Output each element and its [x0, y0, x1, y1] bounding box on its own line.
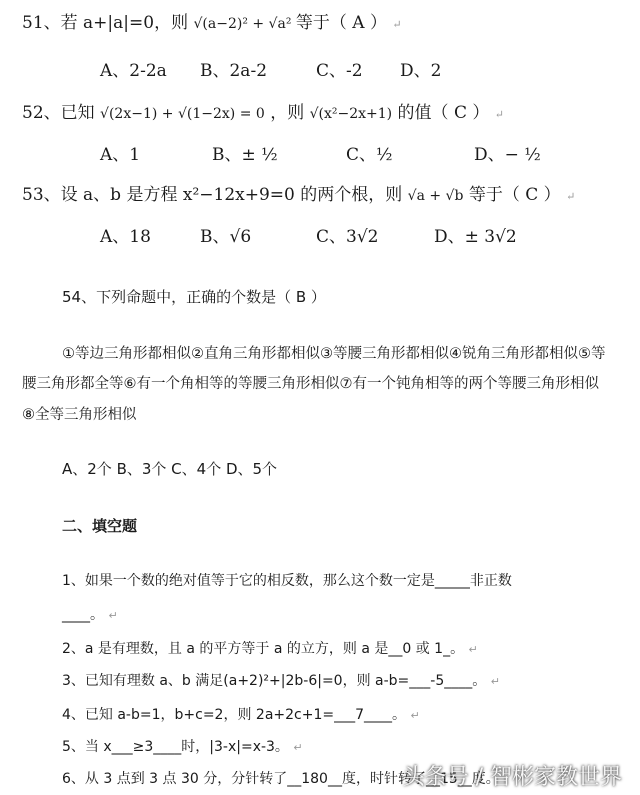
fill-q1-cont-text: ____。 [62, 607, 104, 623]
fill-q5 [62, 736, 303, 756]
return-mark-icon: ↵ [490, 675, 500, 688]
q52-option-c: C、½ [346, 145, 393, 165]
q54-options: A、2个 B、3个 C、4个 D、5个 [62, 460, 278, 478]
q51-math: √(a−2)² + √a² [193, 16, 296, 32]
q51-tail: 等于（ A ） [295, 13, 387, 33]
fill-q4 [62, 704, 420, 724]
q54-body-line-1: ①等边三角形都相似②直角三角形都相似③等腰三角形都相似④锐角三角形都相似⑤等 [62, 346, 606, 362]
q52-math2: √(x²−2x+1) [309, 106, 393, 122]
section-title: 二、填空题 [62, 517, 138, 535]
q53-tail: 等于（ C ） [468, 185, 561, 205]
q53-option-d: D、± 3√2 [434, 227, 517, 247]
return-mark-icon: ↵ [468, 643, 478, 656]
fill-q4-text: 4、已知 a-b=1，b+c=2，则 2a+2c+1=___7____。 [62, 707, 407, 723]
q51-option-a: A、2-2a [100, 61, 167, 81]
q52-stem [22, 98, 504, 123]
q51-stem [22, 8, 402, 33]
fill-q3-text: 3、已知有理数 a、b 满足(a+2)²+|2b-6|=0，则 a-b=___-5____。 [62, 673, 487, 689]
watermark: 头条号 / 智彬家教世界 [402, 765, 622, 790]
q52-option-d: D、− ½ [474, 145, 541, 165]
return-mark-icon: ↵ [293, 741, 303, 754]
q53-option-c: C、3√2 [316, 227, 379, 247]
q53-option-b: B、√6 [200, 227, 252, 247]
q52-math1: √(2x−1) + √(1−2x) = 0 [100, 106, 265, 122]
return-mark-icon: ↵ [566, 190, 576, 203]
fill-q5-text: 5、当 x___≥3____时，|3-x|=x-3。 [62, 739, 289, 755]
q51-option-d: D、2 [400, 61, 442, 81]
q54-stem: 54、下列命题中，正确的个数是（ B ） [62, 288, 326, 306]
q52-mid: ，则 [270, 103, 310, 123]
q54-body-line-2: 腰三角形都全等⑥有一个角相等的等腰三角形相似⑦有一个钝角相等的两个等腰三角形相似 [22, 376, 599, 392]
fill-q2 [62, 638, 478, 658]
return-mark-icon: ↵ [392, 18, 402, 31]
return-mark-icon: ↵ [410, 709, 420, 722]
q52-stem-text: 52、已知 [22, 103, 101, 123]
q53-stem [22, 180, 575, 205]
q54-body-line-3: ⑧全等三角形相似 [22, 407, 137, 423]
q51-option-b: B、2a-2 [200, 61, 268, 81]
q52-option-b: B、± ½ [212, 145, 278, 165]
return-mark-icon: ↵ [494, 108, 504, 121]
fill-q1-cont [62, 604, 118, 624]
fill-q2-text: 2、a 是有理数，且 a 的平方等于 a 的立方，则 a 是__0 或 1_。 [62, 641, 465, 657]
q51-stem-text: 51、若 a+|a|=0，则 [22, 13, 194, 33]
fill-q3 [62, 670, 500, 690]
q51-option-c: C、-2 [316, 61, 363, 81]
fill-q6: 6、从 3 点到 3 点 30 分，分针转了__180__度，时针转了__15__度。 [62, 771, 500, 787]
q53-math: √a + √b [407, 188, 464, 204]
return-mark-icon: ↵ [108, 609, 118, 622]
fill-q1: 1、如果一个数的绝对值等于它的相反数，那么这个数一定是_____非正数 [62, 573, 512, 589]
q53-stem-text: 53、设 a、b 是方程 x²−12x+9=0 的两个根，则 [22, 185, 408, 205]
q53-option-a: A、18 [100, 227, 151, 247]
q52-tail: 的值（ C ） [397, 103, 490, 123]
q52-option-a: A、1 [100, 145, 141, 165]
